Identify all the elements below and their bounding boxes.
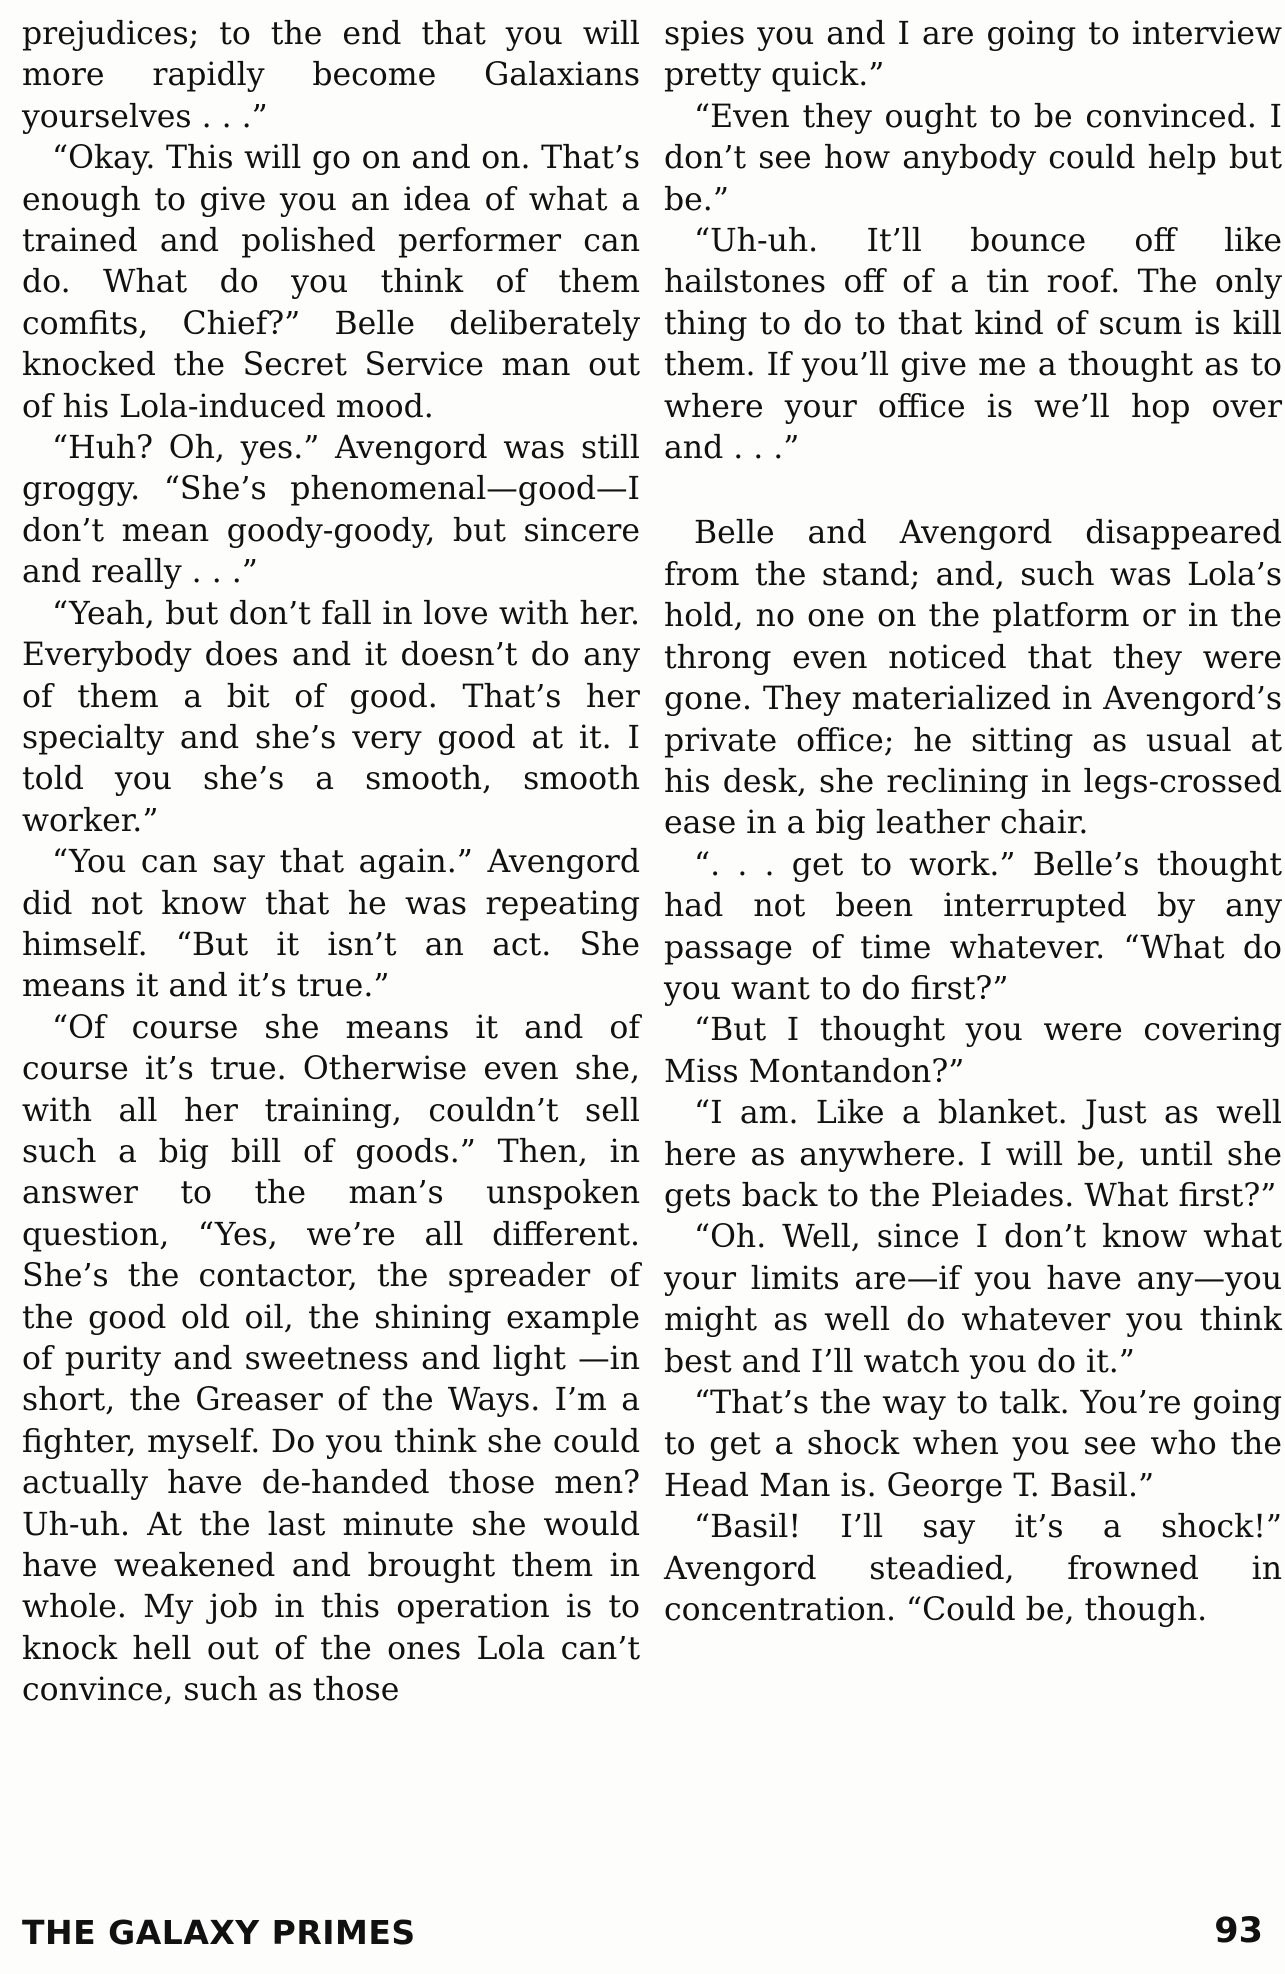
paragraph: “Basil! I’ll say it’s a shock!” Avengord steadied, frowned in concentration. “Could be, though. [664,1509,1282,1629]
paragraph: “I am. Like a blanket. Just as well here as anywhere. I will be, until she gets back to the Pleiades. What first?” [664,1095,1282,1214]
paragraph: “Uh-uh. It’ll bounce off like hailstones off of a tin roof. The only thing to do to that kind of scum is kill them. If you’ll give me a thought as to where your office is we’ll hop over and . . .” [664,223,1282,467]
paragraph: “Okay. This will go on and on. That’s enough to give you an idea of what a trained and polished performer can do. What do you think of them comfits, Chief?” Belle deliberately knocked the Secret Service man out of his Lola-induced mood. [22,140,640,425]
paragraph: “But I thought you were covering Miss Montandon?” [664,1012,1282,1090]
paragraph: “Huh? Oh, yes.” Avengord was still groggy. “She’s phenomenal—good—I don’t mean goody-goody, but sincere and really . . .” [22,430,640,591]
paragraph: prejudices; to the end that you will more rapidly become Galaxians yourselves . . .” [22,16,640,135]
left-text-column [22,14,640,1712]
paragraph: “Of course she means it and of course it’s true. Otherwise even she, with all her training, couldn’t sell such a big bill of goods.” Then, in answer to the man’s unspoken question, “Yes, we’re all different. She’s the contactor, the spreader of the good old oil, the shining example of purity and sweetness and light —in short, the Greaser of the Ways. I’m a fighter, myself. Do you think she could actually have de-handed those men? Uh-uh. At the last minute she would have weakened and brought them in whole. My job in this operation is to knock hell out of the ones Lola can’t convince, such as those [22,1009,640,1709]
paragraph: “Even they ought to be convinced. I don’t see how anybody could help but be.” [664,98,1282,218]
paragraph: “. . . get to work.” Belle’s thought had not been interrupted by any passage of time whatever. “What do you want to do first?” [664,846,1282,1007]
paragraph: “You can say that again.” Avengord did not know that he was repeating himself. “But it isn’t an act. She means it and it’s true.” [22,844,640,1005]
page-number: 93 [1214,1911,1263,1951]
right-text-column [664,14,1282,1631]
paragraph: “That’s the way to talk. You’re going to get a shock when you see who the Head Man is. George T. Basil.” [664,1385,1282,1504]
paragraph: Belle and Avengord disappeared from the stand; and, such was Lola’s hold, no one on the platform or in the throng even noticed that they were gone. They materialized in Avengord’s private office; he sitting as usual at his desk, she reclining in legs-crossed ease in a big leather chair. [664,515,1282,842]
running-title: THE GALAXY PRIMES [22,1913,416,1952]
paragraph: “Yeah, but don’t fall in love with her. Everybody does and it doesn’t do any of them a bit of good. That’s her specialty and she’s very good at it. I told you she’s a smooth, smooth worker.” [22,595,640,839]
paragraph: “Oh. Well, since I don’t know what your limits are—if you have any—you might as well do whatever you think best and I’ll watch you do it.” [664,1219,1282,1380]
paragraph: spies you and I are going to interview pretty quick.” [664,16,1282,94]
